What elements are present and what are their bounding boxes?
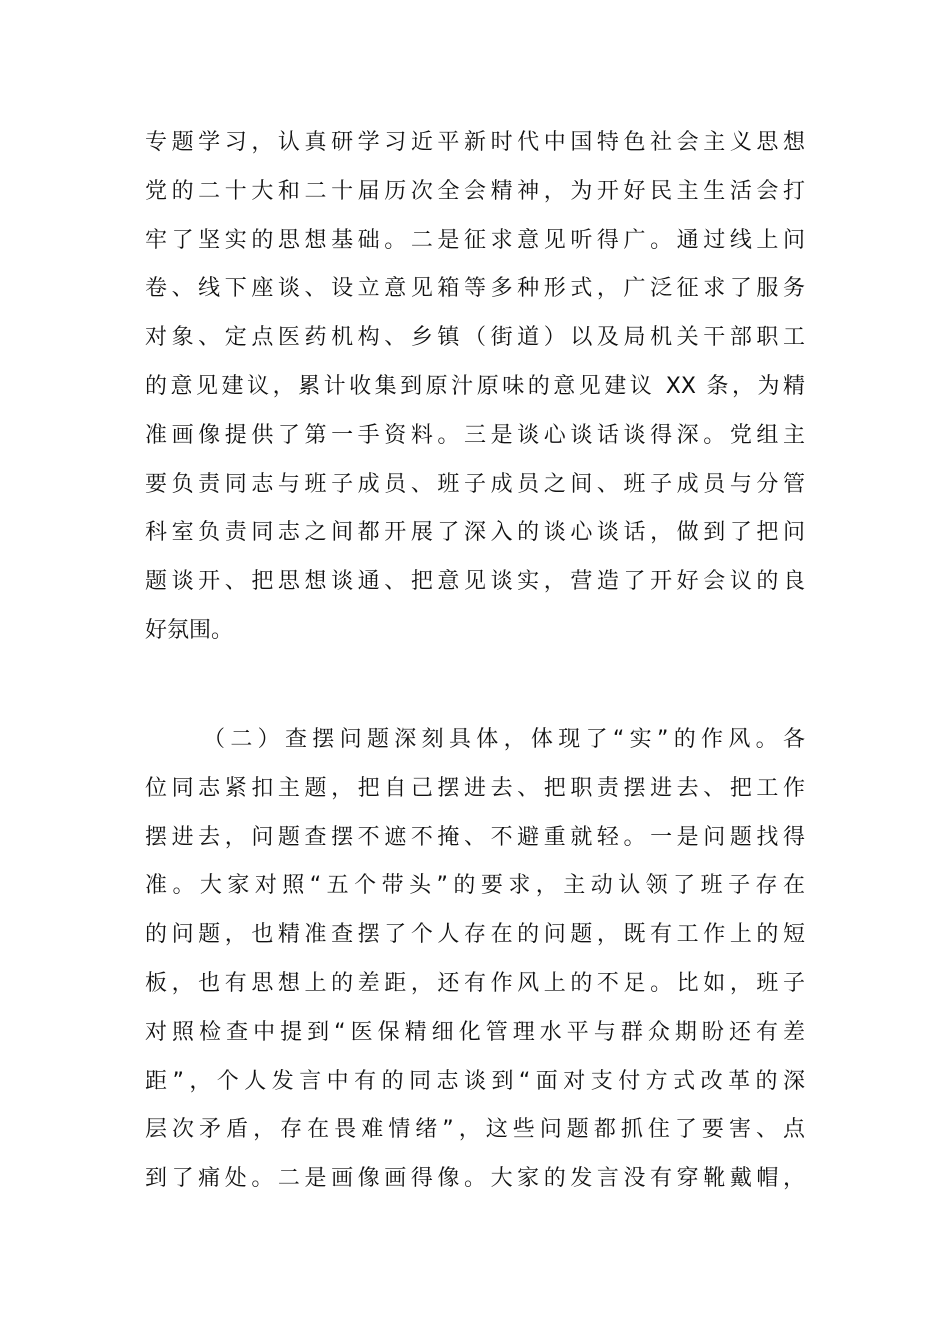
text-line: 对照检查中提到“医保精细化管理水平与群众期盼还有差 <box>145 1019 805 1045</box>
text-line: 摆进去，问题查摆不遮不掩、不避重就轻。一是问题找得 <box>145 824 805 850</box>
text-line: 科室负责同志之间都开展了深入的谈心谈话，做到了把问 <box>145 520 805 546</box>
section-heading-line: （二）查摆问题深刻具体，体现了“实”的作风。各 <box>203 727 805 752</box>
text-line: 专题学习，认真研学习近平新时代中国特色社会主义思想 <box>145 130 805 155</box>
text-line: 牢了坚实的思想基础。二是征求意见听得广。通过线上问 <box>145 227 805 253</box>
text-line: 位同志紧扣主题，把自己摆进去、把职责摆进去、把工作 <box>145 775 805 801</box>
text-line: 对象、定点医药机构、乡镇（街道）以及局机关干部职工 <box>145 325 805 351</box>
text-line: 的问题，也精准查摆了个人存在的问题，既有工作上的短 <box>145 922 805 948</box>
text-line: 准画像提供了第一手资料。三是谈心谈话谈得深。党组主 <box>145 422 805 448</box>
text-line: 的意见建议，累计收集到原汁原味的意见建议 XX 条，为精 <box>145 373 805 399</box>
text-line: 板，也有思想上的差距，还有作风上的不足。比如，班子 <box>145 970 805 996</box>
paragraph-2 <box>145 716 805 1204</box>
paragraph-1 <box>145 119 805 656</box>
text-line: 准。大家对照“五个带头”的要求，主动认领了班子存在 <box>145 873 805 899</box>
text-line: 层次矛盾，存在畏难情绪”，这些问题都抓住了要害、点 <box>145 1117 805 1143</box>
text-line: 党的二十大和二十届历次全会精神，为开好民主生活会打 <box>145 178 805 204</box>
text-line: 距”，个人发言中有的同志谈到“面对支付方式改革的深 <box>145 1068 805 1094</box>
text-line: 题谈开、把思想谈通、把意见谈实，营造了开好会议的良 <box>145 569 805 595</box>
text-line: 好氛围。 <box>145 617 234 643</box>
text-line: 要负责同志与班子成员、班子成员之间、班子成员与分管 <box>145 471 805 497</box>
text-line: 卷、线下座谈、设立意见箱等多种形式，广泛征求了服务 <box>145 276 805 302</box>
text-line: 到了痛处。二是画像画得像。大家的发言没有穿靴戴帽， <box>145 1166 805 1192</box>
